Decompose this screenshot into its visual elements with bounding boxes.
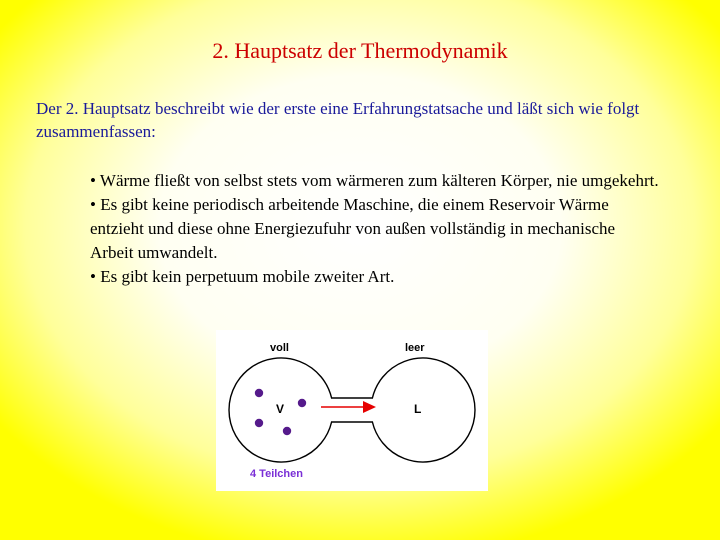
flow-arrow-head — [363, 401, 376, 413]
intro-text: Der 2. Hauptsatz beschreibt wie der erste eine Erfahrungstatsache und läßt sich wie folgt zusammenfassen: — [36, 99, 640, 141]
bullet-no-machine: • Es gibt keine periodisch arbeitende Maschine, die einem Reservoir Wärme entzieht und diese ohne Energiezufuhr von außen vollständig in mechanische Arbeit umwandelt. — [90, 195, 616, 262]
slide-title: 2. Hauptsatz der Thermodynamik — [212, 38, 508, 63]
vessels-outline — [229, 358, 475, 462]
label-volume-l: L — [414, 402, 422, 416]
label-particle-count: 4 Teilchen — [250, 468, 303, 480]
particle — [298, 399, 306, 407]
particle — [255, 419, 263, 427]
label-empty: leer — [405, 342, 425, 354]
particle — [283, 427, 291, 435]
gas-expansion-diagram — [216, 330, 488, 491]
bullet-heat-flow: • Wärme fließt von selbst stets vom wärmeren zum kälteren Körper, nie umgekehrt. — [90, 171, 659, 190]
bullet-list — [90, 169, 660, 289]
label-full: voll — [270, 342, 289, 354]
particle — [255, 389, 263, 397]
diagram-canvas — [216, 330, 488, 491]
label-volume-v: V — [276, 402, 285, 416]
bullet-perpetuum-mobile: • Es gibt kein perpetuum mobile zweiter Art. — [90, 267, 395, 286]
